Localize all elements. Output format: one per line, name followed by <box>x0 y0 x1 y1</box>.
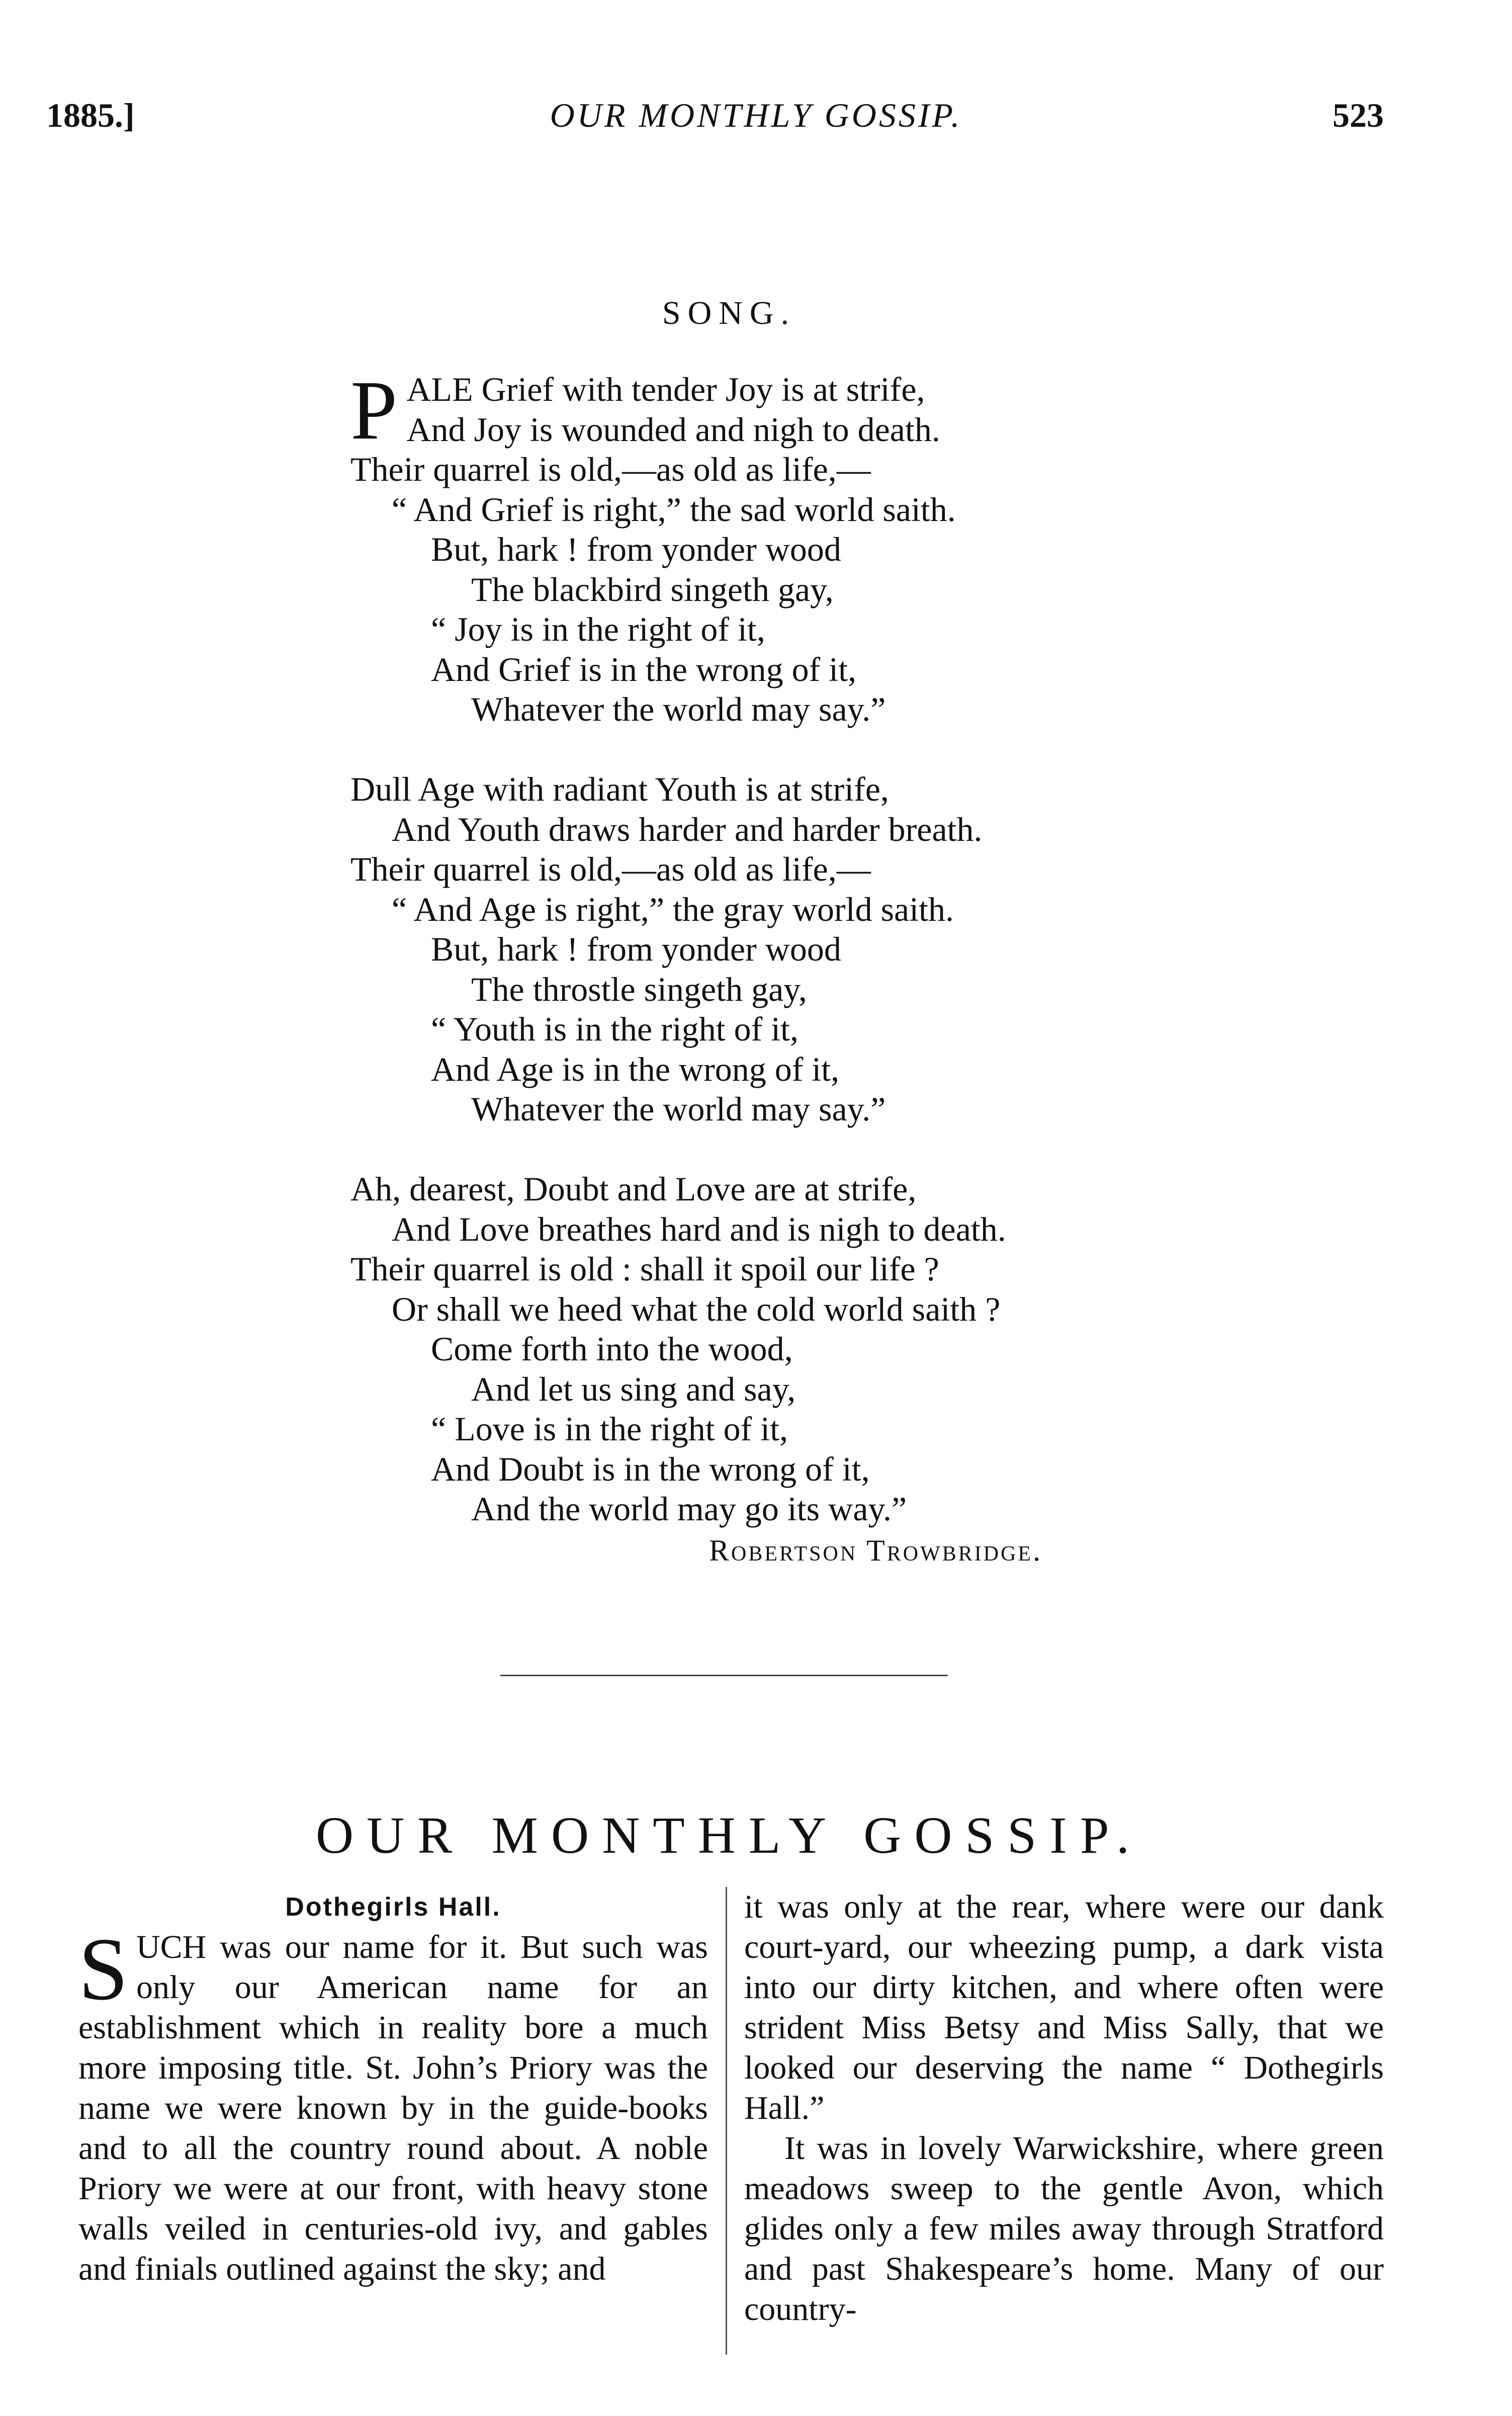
poem-line: Come forth into the wood, <box>431 1330 793 1368</box>
poem-author: Robertson Trowbridge. <box>709 1534 1043 1567</box>
article-paragraph: It was in lovely Warwickshire, where green meadows sweep to the gentle Avon, which glides only a few miles away through Stratford and past Shakespeare’s home. Many of our country- <box>744 2130 1384 2327</box>
section-divider <box>500 1675 948 1676</box>
article-subheading: Dothegirls Hall. <box>285 1892 501 1922</box>
poem-line: And Youth draws harder and harder breath. <box>392 810 983 848</box>
poem-line: The throstle singeth gay, <box>471 970 807 1008</box>
column-divider <box>726 1887 727 2355</box>
header-year: 1885.] <box>46 96 135 134</box>
poem-line: Whatever the world may say.” <box>471 690 886 728</box>
poem-line: Their quarrel is old,—as old as life,— <box>350 450 871 488</box>
poem-line: The blackbird singeth gay, <box>471 570 834 609</box>
poem-dropcap: P <box>350 364 398 457</box>
poem-stanza-1 <box>350 364 1205 730</box>
right-column <box>744 1887 1384 2329</box>
page-number: 523 <box>1332 96 1384 134</box>
poem-line: And Love breathes hard and is nigh to death. <box>392 1210 1006 1248</box>
poem-line: Ah, dearest, Doubt and Love are at strife, <box>350 1170 917 1208</box>
poem-line: “ Love is in the right of it, <box>431 1410 788 1448</box>
poem-line-text: ALE Grief with tender Joy is at strife, <box>406 370 925 408</box>
poem-line: Their quarrel is old : shall it spoil our life ? <box>350 1250 939 1288</box>
poem-line: “ And Grief is right,” the sad world saith. <box>392 490 956 529</box>
poem-title: SONG. <box>662 295 796 331</box>
poem-stanza-2 <box>350 769 1205 1130</box>
poem-line: And Grief is in the wrong of it, <box>431 650 857 688</box>
poem-line: Whatever the world may say.” <box>471 1090 886 1128</box>
left-column <box>78 1887 708 2289</box>
poem-line: Dull Age with radiant Youth is at strife, <box>350 770 889 808</box>
poem-line: But, hark ! from yonder wood <box>431 530 841 568</box>
header-title: OUR MONTHLY GOSSIP. <box>550 96 962 134</box>
poem-line: And Doubt is in the wrong of it, <box>431 1449 870 1488</box>
poem-line: “ Youth is in the right of it, <box>431 1010 799 1048</box>
poem-line: “ Joy is in the right of it, <box>431 610 765 648</box>
article-paragraph: it was only at the rear, where were our dank court-yard, our wheezing pump, a dark vista into our dirty kitchen, and where often were strident Miss Betsy and Miss Sally, that we looked our deserving the name “ Dothegirls Hall.” <box>744 1888 1384 2126</box>
article-dropcap: S <box>78 1919 128 2019</box>
poem-line: And Joy is wounded and nigh to death. <box>406 410 940 449</box>
poem-line: And let us sing and say, <box>471 1369 796 1408</box>
poem-body <box>350 364 1205 1529</box>
poem-line: And the world may go its way.” <box>471 1490 907 1528</box>
section-title: OUR MONTHLY GOSSIP. <box>315 1806 1143 1864</box>
poem-stanza-3 <box>350 1169 1205 1529</box>
poem-line: “ And Age is right,” the gray world saith. <box>392 890 954 928</box>
poem-line: Or shall we heed what the cold world saith ? <box>392 1289 1001 1328</box>
poem-line: And Age is in the wrong of it, <box>431 1050 840 1088</box>
poem-line: Their quarrel is old,—as old as life,— <box>350 850 871 888</box>
article-text: UCH was our name for it. But such was only our American name for an establishment which in reality bore a much more imposing title. St. John’s Priory was the name we were known by in the guide-books and to all the country round about. A noble Priory we were at our front, with heavy stone walls veiled in centuries-old ivy, and gables and finials outlined against the sky; and <box>78 1929 708 2287</box>
article-paragraph <box>78 1919 708 2289</box>
poem-line: But, hark ! from yonder wood <box>431 930 841 968</box>
